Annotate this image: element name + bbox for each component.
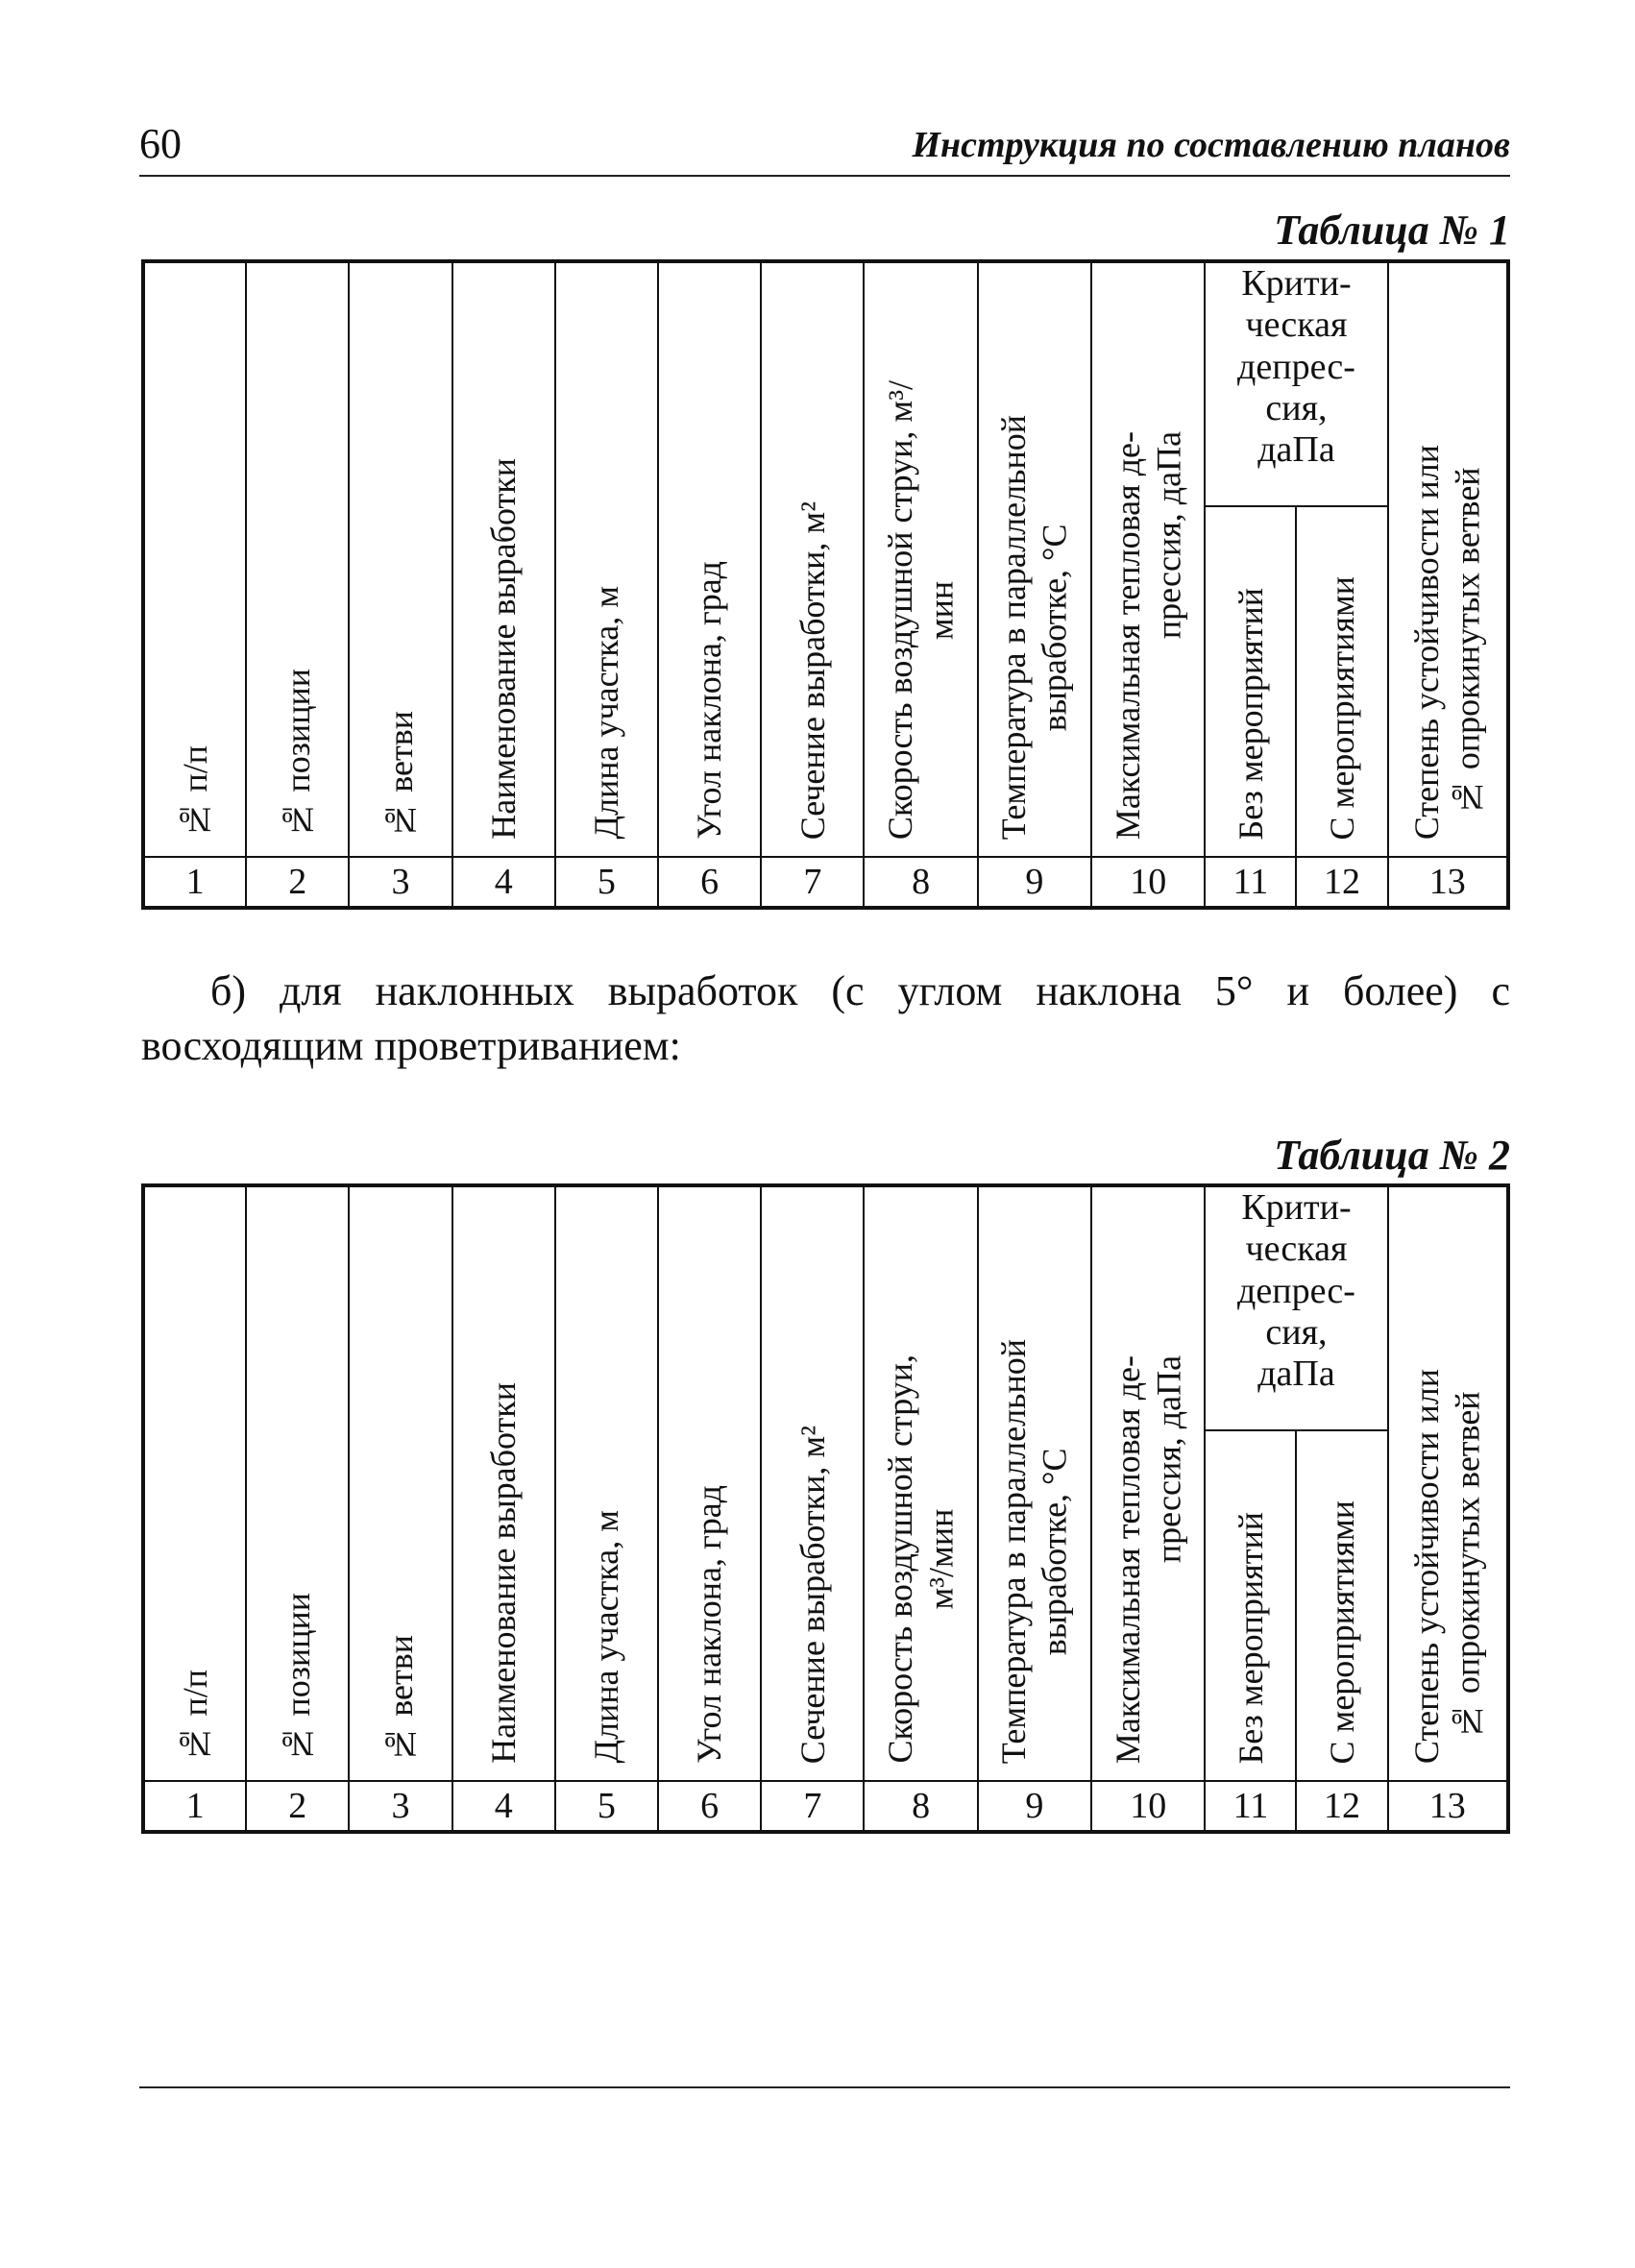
table1-header-max-depression: Максимальная тепловая де- прессия, даПа bbox=[1108, 430, 1188, 840]
table1-number-cell: 7 bbox=[761, 857, 864, 908]
table1-number-cell: 3 bbox=[349, 857, 451, 908]
table1-header-cell bbox=[1091, 261, 1205, 857]
table1-number-cell: 2 bbox=[246, 857, 349, 908]
table1-number-cell: 1 bbox=[143, 857, 246, 908]
footer-rule bbox=[139, 2086, 1510, 2088]
table2-number-cell: 11 bbox=[1205, 1781, 1296, 1832]
table1-number-cell: 13 bbox=[1388, 857, 1508, 908]
table1-header-position: № позиции bbox=[278, 669, 317, 840]
table2-header-with-measures: С мероприятиями bbox=[1322, 1500, 1361, 1764]
table2-header-angle: Угол наклона, град bbox=[690, 1485, 729, 1764]
table2-header-branch: № ветви bbox=[380, 1635, 420, 1764]
table2-number-cell: 9 bbox=[978, 1781, 1091, 1832]
table2-header-temperature: Температура в параллельной выработке, °С bbox=[994, 1338, 1074, 1764]
running-title: Инструкция по составлению планов bbox=[912, 125, 1510, 165]
table1 bbox=[141, 259, 1510, 910]
table1-header-critical-depression: Крити- ческая депрес- сия, даПа bbox=[1205, 261, 1387, 506]
table1-header-index: № п/п bbox=[175, 745, 214, 840]
table1-header-cell bbox=[1205, 506, 1296, 857]
table2-header-max-depression: Максимальная тепловая де- прессия, даПа bbox=[1108, 1354, 1188, 1764]
table1-header-working-name: Наименование выработки bbox=[483, 458, 523, 840]
table2-number-cell: 4 bbox=[452, 1781, 555, 1832]
table2-number-cell: 7 bbox=[761, 1781, 864, 1832]
table2-header-cell bbox=[978, 1185, 1091, 1781]
table1-header-cell bbox=[864, 261, 977, 857]
table2-number-cell: 6 bbox=[658, 1781, 761, 1832]
table2-header-air-speed: Скорость воздушной струи, м³/мин bbox=[881, 1354, 961, 1764]
header-rule bbox=[139, 175, 1510, 177]
table2-header-cell bbox=[349, 1185, 451, 1781]
table1-number-cell: 9 bbox=[978, 857, 1091, 908]
table1-header-section: Сечение выработки, м² bbox=[793, 500, 832, 840]
table2-number-cell: 13 bbox=[1388, 1781, 1508, 1832]
table2-number-cell: 8 bbox=[864, 1781, 977, 1832]
table2-header-cell bbox=[555, 1185, 658, 1781]
table2-header-cell bbox=[1296, 1430, 1387, 1781]
table1-number-cell: 12 bbox=[1296, 857, 1387, 908]
table2-header-cell bbox=[864, 1185, 977, 1781]
table2-header-critical-depression: Крити- ческая депрес- сия, даПа bbox=[1205, 1185, 1387, 1430]
page-number: 60 bbox=[139, 120, 182, 167]
table1-header-cell bbox=[1296, 506, 1387, 857]
table2-header-cell bbox=[1388, 1185, 1508, 1781]
table2-header-cell bbox=[1091, 1185, 1205, 1781]
table2-header-position: № позиции bbox=[278, 1593, 317, 1764]
table2-header-working-name: Наименование выработки bbox=[483, 1382, 523, 1764]
table1-header-branch: № ветви bbox=[380, 711, 420, 840]
table1-header-with-measures: С мероприятиями bbox=[1322, 575, 1361, 840]
table2-header-index: № п/п bbox=[175, 1670, 214, 1764]
table2-header-cell bbox=[452, 1185, 555, 1781]
table1-number-cell: 5 bbox=[555, 857, 658, 908]
table1-header-cell bbox=[555, 261, 658, 857]
table1-number-cell: 6 bbox=[658, 857, 761, 908]
table2-number-cell: 1 bbox=[143, 1781, 246, 1832]
table1-caption: Таблица № 1 bbox=[1274, 207, 1510, 254]
table1-header-without-measures: Без мероприятий bbox=[1231, 587, 1270, 840]
table1-number-cell: 11 bbox=[1205, 857, 1296, 908]
table1-number-cell: 4 bbox=[452, 857, 555, 908]
table2 bbox=[141, 1183, 1510, 1834]
table2-header-cell bbox=[761, 1185, 864, 1781]
table2-number-cell: 10 bbox=[1091, 1781, 1205, 1832]
table2-header-length: Длина участка, м bbox=[587, 1510, 626, 1764]
table1-number-cell: 10 bbox=[1091, 857, 1205, 908]
table2-header-cell bbox=[246, 1185, 349, 1781]
table1-header-cell bbox=[452, 261, 555, 857]
table2-header-cell bbox=[658, 1185, 761, 1781]
table1-header-temperature: Температура в параллельной выработке, °С bbox=[994, 414, 1074, 840]
table1-header-angle: Угол наклона, град bbox=[690, 561, 729, 840]
table2-number-cell: 5 bbox=[555, 1781, 658, 1832]
table1-header-cell bbox=[978, 261, 1091, 857]
table1-header-length: Длина участка, м bbox=[587, 586, 626, 840]
table1-header-cell bbox=[143, 261, 246, 857]
table2-number-cell: 3 bbox=[349, 1781, 451, 1832]
table2-number-cell: 12 bbox=[1296, 1781, 1387, 1832]
body-paragraph: б) для наклонных выработок (с углом наклона 5° и более) с восходящим проветриванием: bbox=[141, 967, 1510, 1070]
table2-header-cell bbox=[143, 1185, 246, 1781]
table1-header-cell bbox=[246, 261, 349, 857]
table1-header-cell bbox=[349, 261, 451, 857]
table2-header-stability: Степень устойчивости или № опрокинутых ветвей bbox=[1407, 1368, 1487, 1764]
table1-header-cell bbox=[1388, 261, 1508, 857]
table1-header-air-speed: Скорость воздушной струи, м³/ мин bbox=[881, 379, 961, 840]
table2-header-section: Сечение выработки, м² bbox=[793, 1425, 832, 1764]
table1-number-cell: 8 bbox=[864, 857, 977, 908]
table1-header-stability: Степень устойчивости или № опрокинутых ветвей bbox=[1407, 444, 1487, 840]
table2-header-without-measures: Без мероприятий bbox=[1231, 1511, 1270, 1764]
table1-header-cell bbox=[761, 261, 864, 857]
table2-header-cell bbox=[1205, 1430, 1296, 1781]
table2-caption: Таблица № 2 bbox=[1274, 1132, 1510, 1179]
table1-header-cell bbox=[658, 261, 761, 857]
table2-number-cell: 2 bbox=[246, 1781, 349, 1832]
